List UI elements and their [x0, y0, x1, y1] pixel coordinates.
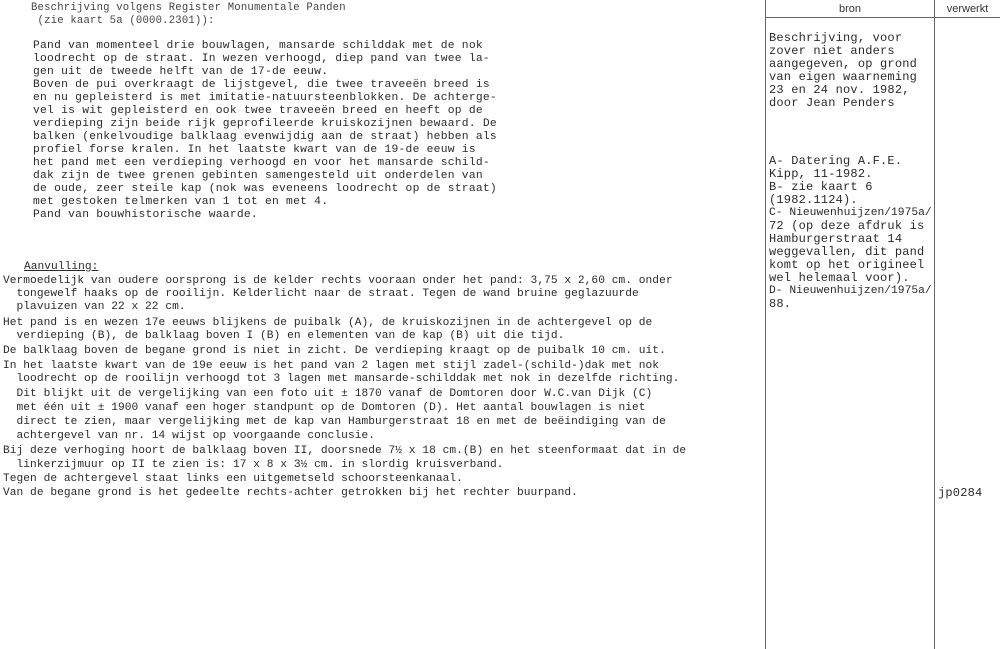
description-line: Boven de pui overkraagt de lijstgevel, die twee traveeën breed is [33, 79, 490, 91]
description-line: met gestoken telmerken van 1 tot en met 4. [33, 196, 329, 208]
bron-line: 23 en 24 nov. 1982, [769, 83, 910, 97]
bron-line: 72 (op deze afdruk is [769, 219, 925, 233]
bron-line: C- Nieuwenhuijzen/1975a/ [769, 207, 932, 219]
aanvulling-line: verdieping (B), de balklaag boven I (B) en elementen van de kap (B) uit die tijd. [3, 330, 565, 342]
bron-line: aangegeven, op grond [769, 57, 918, 71]
description-line: profiel forse kralen. In het laatste kwart van de 19-de eeuw is [33, 144, 476, 156]
description-line: en nu gepleisterd is met imitatie-natuursteenblokken. De achterge- [33, 92, 497, 104]
column-divider-main [765, 0, 766, 649]
aanvulling-line: Van de begane grond is het gedeelte rechts-achter getrokken bij het rechter buurpand. [3, 487, 578, 499]
aanvulling-line: achtergevel van nr. 14 wijst op voorgaande conclusie. [3, 430, 375, 442]
description-line: gen uit de tweede helft van de 17-de eeuw. [33, 66, 329, 78]
bron-line: Kipp, 11-1982. [769, 167, 873, 181]
description-line: Pand van momenteel drie bouwlagen, mansarde schilddak met de nok [33, 40, 483, 52]
bron-line: Hamburgerstraat 14 [769, 232, 903, 246]
aanvulling-line: linkerzijmuur op II te zien is: 17 x 8 x 3½ cm. in slordig kruisverband. [3, 459, 504, 471]
bron-line: B- zie kaart 6 [769, 180, 873, 194]
description-line: dak zijn de twee grenen gebinten samengesteld uit onderdelen van [33, 170, 483, 182]
description-line: Pand van bouwhistorische waarde. [33, 209, 258, 221]
aanvulling-line: met één uit ± 1900 vanaf een hoger standpunt op de Domtoren (D). Het aantal bouwlagen is niet [3, 402, 646, 414]
description-line: verdieping zijn beide rijk geprofileerde kruiskozijnen bewaard. De [33, 118, 497, 130]
bron-line: zover niet anders [769, 44, 895, 58]
header-underline [765, 17, 1000, 18]
bron-line: wel helemaal voor). [769, 271, 910, 285]
bron-line: door Jean Penders [769, 96, 895, 110]
bron-line: A- Datering A.F.E. [769, 154, 903, 168]
aanvulling-line: direct te zien, maar vergelijking met de kap van Hamburgerstraat 18 en met de beëindiging van de [3, 416, 666, 428]
aanvulling-line: Tegen de achtergevel staat links een uitgemetseld schoorsteenkanaal. [3, 473, 463, 485]
description-line: balken (enkelvoudige balklaag evenwijdig aan de straat) hebben als [33, 131, 497, 143]
aanvulling-line: Dit blijkt uit de vergelijking van een foto uit ± 1870 vanaf de Domtoren door W.C.van Dijk (C) [3, 388, 653, 400]
heading-line: (zie kaart 5a (0000.2301)): [31, 15, 215, 27]
aanvulling-line: Vermoedelijk van oudere oorsprong is de kelder rechts vooraan onder het pand: 3,75 x 2,60 cm. onder [3, 275, 673, 287]
aanvulling-line: Bij deze verhoging hoort de balklaag boven II, doorsnede 7½ x 18 cm.(B) en het steenformaat dat in de [3, 445, 687, 457]
bron-line: (1982.1124). [769, 193, 858, 207]
bron-line: weggevallen, dit pand [769, 245, 925, 259]
aanvulling-line: tongewelf haaks op de rooilijn. Kelderlicht naar de straat. Tegen de wand bruine geglazuurde [3, 288, 639, 300]
aanvulling-line: Het pand is en wezen 17e eeuws blijkens de puibalk (A), de kruiskozijnen in de achtergevel op de [3, 317, 653, 329]
column-header-bron: bron [838, 3, 862, 15]
description-line: loodrecht op de straat. In wezen verhoogd, diep pand van twee la- [33, 53, 490, 65]
aanvulling-line: plavuizen van 22 x 22 cm. [3, 301, 186, 313]
bron-line: 88. [769, 297, 792, 311]
bron-line: D- Nieuwenhuijzen/1975a/ [769, 285, 932, 297]
aanvulling-line: loodrecht op de rooilijn verhoogd tot 3 lagen met mansarde-schilddak met nok in dezelfde richting. [3, 373, 680, 385]
aanvulling-line: De balklaag boven de begane grond is niet in zicht. De verdieping kraagt op de puibalk 10 cm. uit. [3, 345, 666, 357]
description-line: de oude, zeer steile kap (nok was eveneens loodrecht op de straat) [33, 183, 497, 195]
description-line: vel is wit gepleisterd en ook twee traveeën breed en heeft op de [33, 105, 483, 117]
heading-line: Beschrijving volgens Register Monumentale Panden [31, 2, 346, 14]
verwerkt-code: jp0284 [938, 486, 983, 500]
bron-line: van eigen waarneming [769, 70, 918, 84]
aanvulling-title: Aanvulling: [24, 261, 99, 273]
column-divider-bron [934, 0, 935, 649]
description-line: het pand met een verdieping verhoogd en voor het mansarde schild- [33, 157, 490, 169]
column-header-verwerkt: verwerkt [946, 3, 989, 15]
bron-line: komt op het origineel [769, 258, 925, 272]
aanvulling-line: In het laatste kwart van de 19e eeuw is het pand van 2 lagen met stijl zadel-(schild-)dak met nok [3, 360, 660, 372]
bron-line: Beschrijving, voor [769, 31, 903, 45]
